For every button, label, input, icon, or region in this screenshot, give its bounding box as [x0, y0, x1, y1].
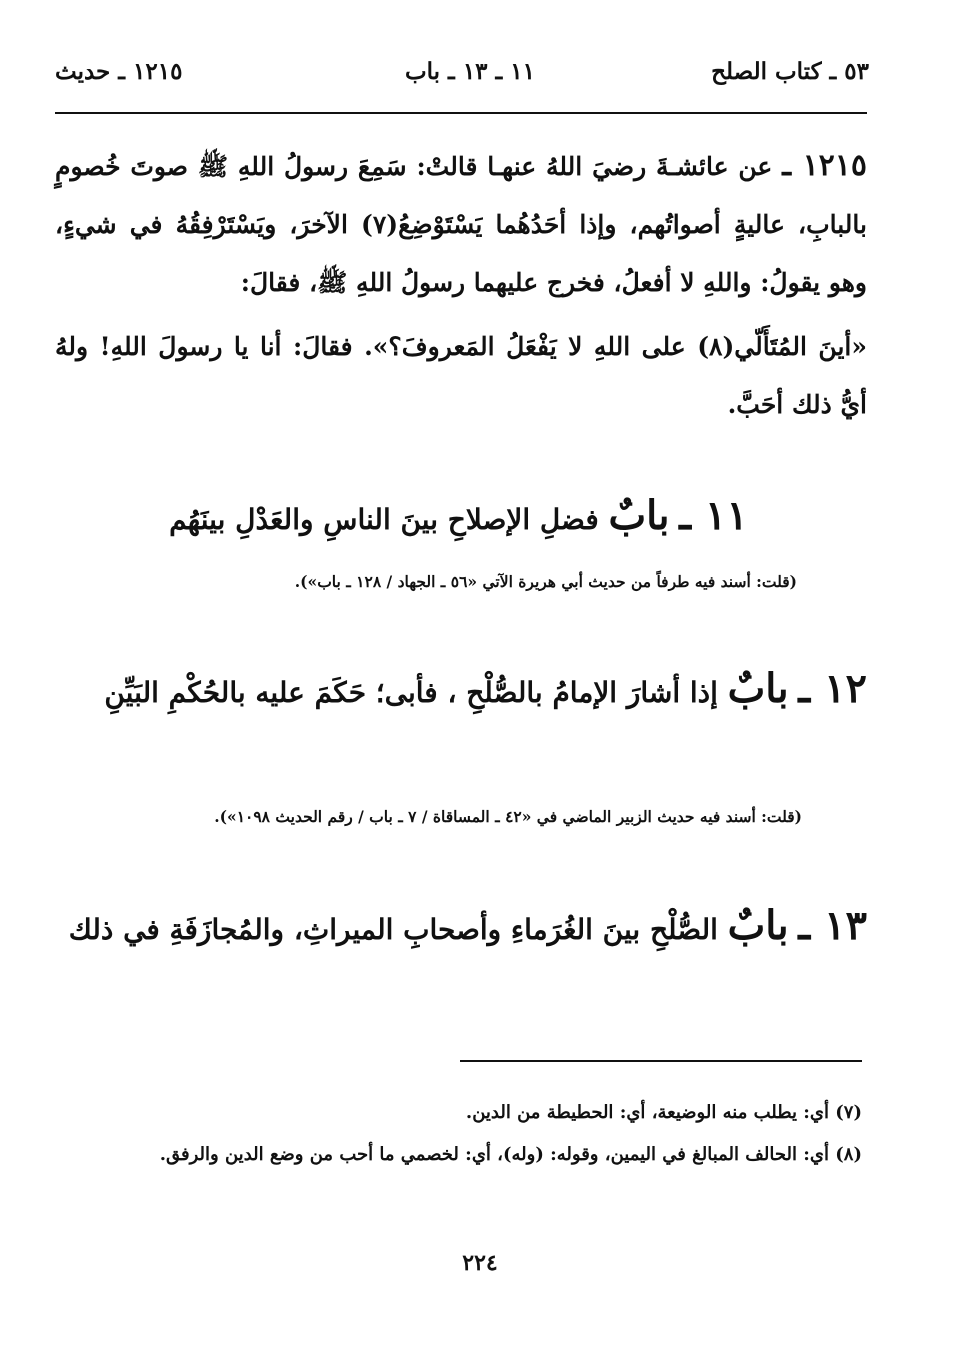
chapter-12-heading: [55, 658, 867, 724]
chapter-bab-label: بابٌ: [727, 665, 789, 712]
hadith-1215: [55, 137, 867, 312]
header-book-title: ٥٣ ـ كتاب الصلح: [711, 58, 869, 85]
chapter-bab-label: بابٌ: [608, 492, 670, 539]
hadith-text: عن عائشـةَ رضيَ اللهُ عنهـا قالتْ: سَمِعَ رسولُ اللهِ ﷺ صوتَ خُصومٍ بالبابِ، عاليةٍ أصواتُهم، وإذا أحَدُهُما يَسْتَوْضِعُ(٧) الآخرَ، ويَسْتَرْفِقُهُ في شيءٍ، وهو يقولُ: واللهِ لا أفعلُ، فخرج عليهما رسولُ اللهِ ﷺ، فقالَ:: [55, 152, 867, 297]
hadith-quote: «أينَ المُتَأَلّي(٨) على اللهِ لا يَفْعَلُ المَعروفَ؟». فقالَ: أنا يا رسولَ اللهِ! ولهُ أيُّ ذلك أحَبَّ.: [55, 332, 867, 419]
chapter-13-heading: [55, 895, 867, 961]
footnote-7: (٧) أي: يطلب منه الوضيعة، أي: الحطيطة من الدين.: [465, 1102, 862, 1123]
footnote-8: (٨) أي: الحالف المبالغ في اليمين، وقوله: (وله)، أي: لخصمي ما أحب من وضع الدين والرفق.: [159, 1144, 862, 1165]
header-rule: [55, 112, 867, 114]
footnote-rule: [460, 1060, 862, 1062]
hadith-number: ١٢١٥ ـ: [782, 148, 868, 183]
chapter-11-note: (قلت: أسند فيه طرفاً من حديث أبي هريرة الآتي «٥٦ ـ الجهاد / ١٢٨ ـ باب»).: [294, 572, 797, 591]
chapter-12-note: (قلت: أسند فيه حديث الزبير الماضي في «٤٢ ـ المساقاة / ٧ ـ باب / رقم الحديث ١٠٩٨»).: [214, 807, 802, 826]
chapter-title: الصُّلْحِ بينَ الغُرَماءِ وأصحابِ الميراثِ، والمُجازَفَةِ في ذلك: [68, 913, 718, 946]
chapter-title: فضلِ الإصلاحِ بينَ الناسِ والعَدْلِ بينَهُم: [169, 503, 599, 536]
chapter-number: ١٢ ـ: [798, 665, 867, 712]
header-hadith-range: ١٢١٥ ـ حديث: [55, 58, 183, 85]
chapter-number: ١١ ـ: [679, 492, 748, 539]
chapter-11-heading: [160, 485, 757, 551]
header-chapter-range: ١١ ـ ١٣ ـ باب: [404, 58, 536, 85]
chapter-title: إذا أشارَ الإمامُ بالصُّلْحِ ، فأبى؛ حَكَمَ عليه بالحُكْمِ البَيِّنِ: [104, 676, 718, 709]
page-number: ٢٢٤: [462, 1250, 498, 1276]
chapter-bab-label: بابٌ: [727, 902, 789, 949]
chapter-number: ١٣ ـ: [798, 902, 867, 949]
